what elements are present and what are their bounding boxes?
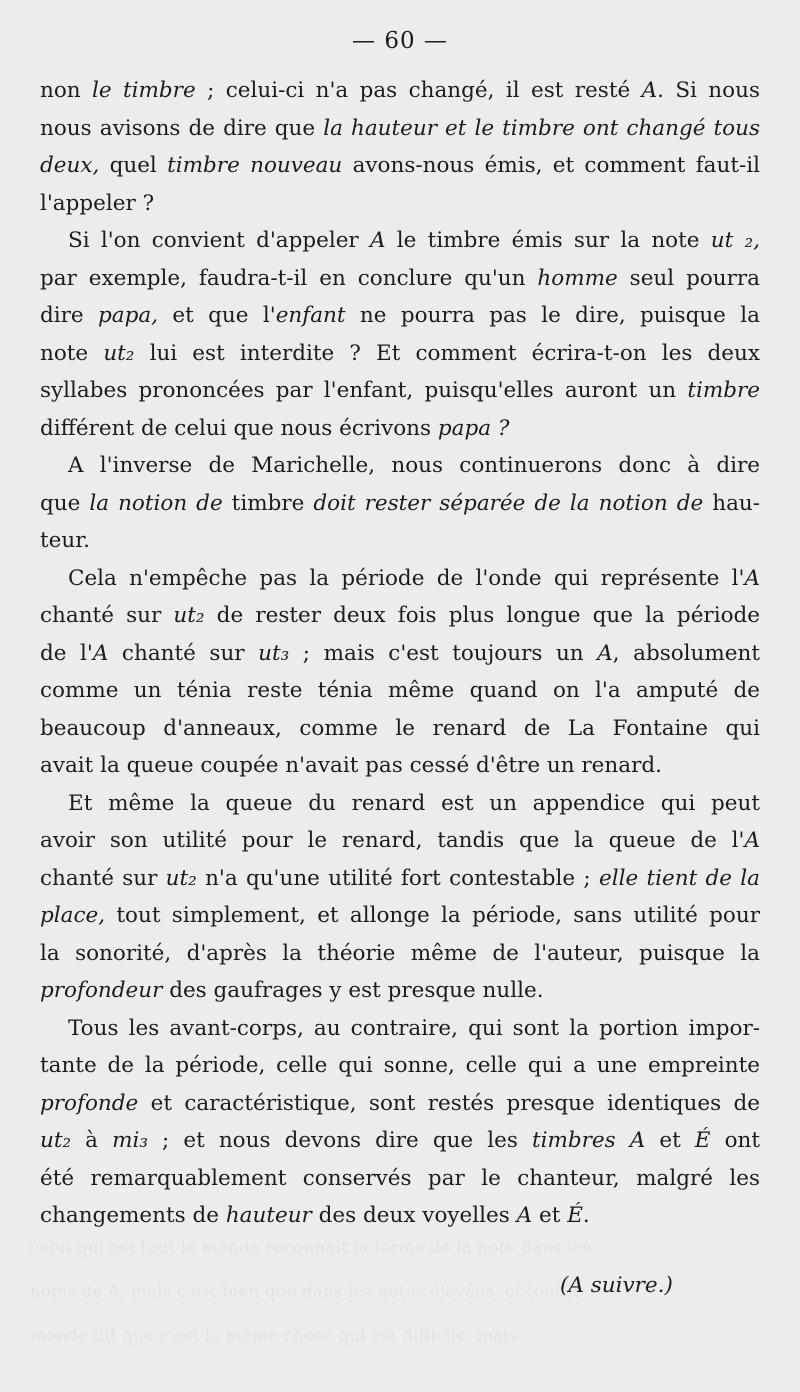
italic-text: timbre nouveau xyxy=(167,153,343,178)
text-segment: dire xyxy=(40,303,99,328)
text-segment: ; mais c'est toujours un xyxy=(289,640,598,666)
bleed-through-text: celui qui est tout le monde reconnaît la forme de la note dans les xyxy=(30,1238,592,1258)
text-segment: de rester deux fois plus longue que la période xyxy=(204,603,761,628)
italic-text: A xyxy=(744,828,760,853)
text-line xyxy=(40,635,760,673)
text-line xyxy=(40,972,760,1010)
text-line xyxy=(40,1010,760,1048)
text-line xyxy=(40,822,760,860)
text-line xyxy=(40,1047,760,1085)
text-segment: et caractéristique, sont restés presque identiques de xyxy=(138,1090,760,1116)
text-line xyxy=(40,747,760,785)
text-segment: et que l' xyxy=(158,303,276,328)
italic-text: ut₂ xyxy=(103,340,135,366)
text-line xyxy=(40,560,760,598)
page-number: — 60 — xyxy=(352,28,448,54)
text-segment: syllabes prononcées par l'enfant, puisqu'elles auront un xyxy=(40,378,688,403)
text-segment: quel xyxy=(99,153,168,178)
to-be-continued: (A suivre.) xyxy=(560,1273,673,1298)
text-line xyxy=(40,410,760,448)
text-line xyxy=(40,110,760,148)
text-segment: hau- xyxy=(703,490,760,516)
text-line xyxy=(40,935,760,973)
text-segment: , absolument xyxy=(612,640,761,666)
text-segment: des deux voyelles xyxy=(311,1203,517,1228)
italic-text: A xyxy=(516,1203,533,1228)
italic-text: É xyxy=(694,1128,711,1153)
text-line xyxy=(40,485,760,523)
text-line xyxy=(40,1085,760,1123)
text-line xyxy=(40,1197,760,1235)
text-segment: beaucoup d'anneaux, comme le renard de La Fontaine qui xyxy=(40,715,760,741)
text-segment: avoir son utilité pour le renard, tandis que la queue de l' xyxy=(40,828,745,853)
text-segment: nous avisons de dire que xyxy=(40,115,324,141)
text-line xyxy=(40,297,760,335)
text-segment: avons-nous émis, et comment faut-il xyxy=(342,153,760,178)
text-segment: de l' xyxy=(40,640,93,666)
text-segment: le timbre émis sur la note xyxy=(385,228,711,253)
text-segment: lui est interdite ? Et comment écrira-t-on les deux xyxy=(134,340,760,366)
italic-text: la hauteur et le timbre ont changé tous xyxy=(323,115,760,141)
text-line xyxy=(40,597,760,635)
italic-text: A xyxy=(597,640,613,666)
text-line xyxy=(40,522,760,560)
text-line xyxy=(40,1122,760,1160)
text-line xyxy=(40,785,760,823)
text-segment: que xyxy=(40,490,90,516)
text-segment: et xyxy=(645,1128,695,1153)
text-segment: ont xyxy=(710,1128,761,1153)
italic-text: enfant xyxy=(275,303,346,328)
italic-text: ut₂ xyxy=(173,603,205,628)
text-segment: seul pourra xyxy=(617,265,760,291)
italic-text: A xyxy=(744,565,760,591)
text-segment: été remarquablement conservés par le chanteur, malgré les xyxy=(40,1165,760,1191)
text-segment: ne pourra pas le dire, puisque la xyxy=(345,303,760,328)
italic-text: hauteur xyxy=(225,1203,312,1228)
bleed-through-text: noms de A, mais c'est bien que dans les notes élevées, et tout le xyxy=(30,1282,583,1302)
text-segment: n'a qu'une utilité fort contestable ; xyxy=(196,865,599,891)
text-line xyxy=(40,447,760,485)
italic-text: ut₃ xyxy=(258,640,290,666)
italic-text: homme xyxy=(537,265,618,291)
text-segment: par exemple, faudra-t-il en conclure qu'un xyxy=(40,265,538,291)
text-segment: changements de xyxy=(40,1203,226,1228)
italic-text: doit rester séparée de la notion de xyxy=(313,490,704,516)
text-segment: tante de la période, celle qui sonne, celle qui a une empreinte xyxy=(40,1053,760,1078)
italic-text: A xyxy=(641,78,658,103)
text-line xyxy=(40,335,760,373)
text-line xyxy=(40,260,760,298)
text-segment: chanté sur xyxy=(40,603,174,628)
text-line xyxy=(40,147,760,185)
text-segment: non xyxy=(40,78,93,103)
italic-text: timbres A xyxy=(531,1128,646,1153)
text-segment: Cela n'empêche pas la période de l'onde qui représente l' xyxy=(68,565,745,591)
text-segment: teur. xyxy=(40,528,90,553)
body-text xyxy=(40,72,760,1235)
text-segment: avait la queue coupée n'avait pas cessé d'être un renard. xyxy=(40,753,662,778)
text-segment: ; celui-ci n'a pas changé, il est resté xyxy=(195,78,642,103)
text-line xyxy=(40,185,760,223)
italic-text: papa ? xyxy=(437,415,510,441)
italic-text: mi₃ xyxy=(112,1128,148,1153)
text-segment: Tous les avant-corps, au contraire, qui sont la portion impor- xyxy=(68,1015,760,1041)
italic-text: profondeur xyxy=(40,978,163,1003)
text-line xyxy=(40,222,760,260)
text-segment: des gaufrages y est presque nulle. xyxy=(162,978,544,1003)
italic-text: la notion de xyxy=(89,490,223,516)
text-segment: timbre xyxy=(222,490,314,516)
italic-text: A xyxy=(92,640,109,666)
italic-text: profonde xyxy=(40,1090,139,1116)
italic-text: timbre xyxy=(687,378,760,403)
text-segment: . xyxy=(582,1203,590,1228)
bleed-through-text: monde dit que c'est la même chose qui est difficile, mais xyxy=(30,1326,518,1346)
text-segment: comme un ténia reste ténia même quand on l'a amputé de xyxy=(40,678,760,703)
text-line xyxy=(40,860,760,898)
text-segment: . Si nous xyxy=(657,78,760,103)
text-line xyxy=(40,710,760,748)
text-segment: la sonorité, d'après la théorie même de l'auteur, puisque la xyxy=(40,940,760,966)
text-segment: Et même la queue du renard est un appendice qui peut xyxy=(68,790,760,816)
italic-text: ut₂ xyxy=(165,865,197,891)
text-segment: différent de celui que nous écrivons xyxy=(40,415,438,441)
italic-text: A xyxy=(369,228,386,253)
text-segment: tout simplement, et allonge la période, sans utilité pour xyxy=(105,903,760,928)
text-segment: Si l'on convient d'appeler xyxy=(68,228,370,253)
italic-text: É xyxy=(567,1203,583,1228)
italic-text: ut₂ xyxy=(40,1128,72,1153)
text-line xyxy=(40,1160,760,1198)
italic-text: ut ₂, xyxy=(710,228,761,253)
text-line xyxy=(40,72,760,110)
text-segment: chanté sur xyxy=(108,640,259,666)
italic-text: elle tient de la xyxy=(598,865,760,891)
text-line xyxy=(40,672,760,710)
text-segment: l'appeler ? xyxy=(40,190,155,216)
italic-text: deux, xyxy=(40,153,100,178)
text-segment: note xyxy=(40,340,104,366)
text-segment: A l'inverse de Marichelle, nous continuerons donc à dire xyxy=(68,453,760,478)
text-segment: et xyxy=(532,1203,568,1228)
text-segment: ; et nous devons dire que les xyxy=(147,1128,532,1153)
italic-text: papa, xyxy=(98,303,159,328)
italic-text: place, xyxy=(40,903,106,928)
italic-text: le timbre xyxy=(92,78,196,103)
text-line xyxy=(40,897,760,935)
text-segment: à xyxy=(71,1128,113,1153)
text-segment: chanté sur xyxy=(40,865,166,891)
text-line xyxy=(40,372,760,410)
